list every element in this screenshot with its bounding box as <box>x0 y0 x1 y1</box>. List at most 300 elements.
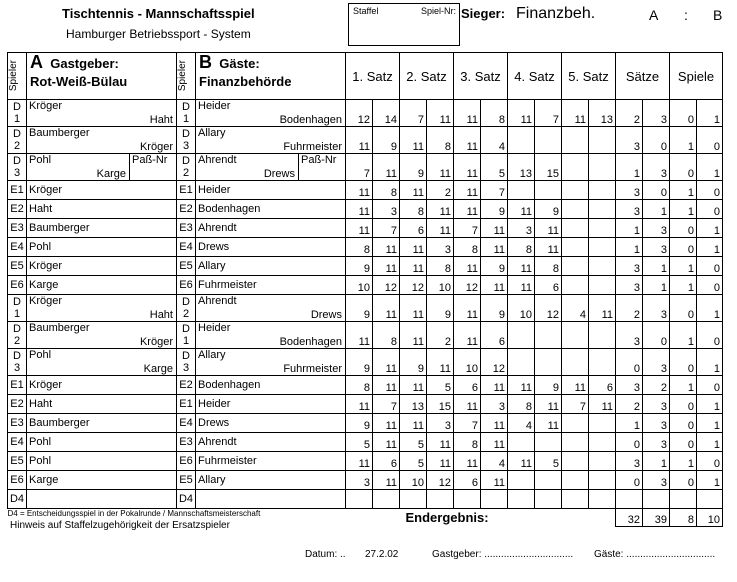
saetze-score: 3 <box>616 257 643 276</box>
set-score <box>535 349 562 376</box>
satz-5-header: 5. Satz <box>562 53 616 100</box>
home-position-code: D <box>13 155 21 167</box>
set-score <box>562 181 589 200</box>
home-spieler-header: Spieler <box>8 53 27 100</box>
set-score <box>508 181 535 200</box>
guest-position <box>177 219 196 238</box>
set-score: 11 <box>454 200 481 219</box>
match-row <box>8 257 723 276</box>
set-score: 11 <box>400 257 427 276</box>
home-position <box>8 257 27 276</box>
guest-position-code: E3 <box>179 222 193 234</box>
home-position-code: 3 <box>13 362 21 374</box>
set-score: 8 <box>373 322 400 349</box>
home-player-name: Pohl <box>29 436 52 448</box>
guest-player-cell <box>196 471 346 490</box>
home-player-name: Karge <box>29 279 59 291</box>
home-position <box>8 349 27 376</box>
home-player-name: Kröger <box>139 141 173 153</box>
home-position-code: 2 <box>13 140 21 152</box>
set-score: 6 <box>535 276 562 295</box>
saetze-score: 2 <box>616 395 643 414</box>
set-score <box>535 433 562 452</box>
set-score: 11 <box>373 349 400 376</box>
set-score: 11 <box>427 349 454 376</box>
set-score: 11 <box>400 181 427 200</box>
set-score: 9 <box>400 154 427 181</box>
satz-3-header: 3. Satz <box>454 53 508 100</box>
set-score <box>562 154 589 181</box>
set-score <box>562 238 589 257</box>
spiele-score: 0 <box>670 471 697 490</box>
set-score: 11 <box>373 471 400 490</box>
home-position <box>8 322 27 349</box>
home-player-name: Pohl <box>29 154 52 166</box>
set-score: 7 <box>373 395 400 414</box>
guest-position <box>177 295 196 322</box>
home-team-name: Rot-Weiß-Bülau <box>30 74 128 89</box>
guest-position <box>177 100 196 127</box>
guest-player-name: Fuhrmeister <box>283 141 342 153</box>
set-score: 11 <box>373 414 400 433</box>
set-score: 5 <box>535 452 562 471</box>
home-player-name: Kröger <box>29 379 63 391</box>
saetze-header: Sätze <box>616 53 670 100</box>
match-row <box>8 154 723 181</box>
home-position-code: E6 <box>10 279 24 291</box>
spiele-score: 1 <box>697 100 723 127</box>
set-score: 11 <box>481 471 508 490</box>
guest-position-code: E1 <box>179 398 193 410</box>
home-position-code: E4 <box>10 436 24 448</box>
set-score <box>454 490 481 509</box>
set-score: 11 <box>535 414 562 433</box>
home-player-cell <box>27 238 177 257</box>
home-position-code: 1 <box>13 308 21 320</box>
total-saetze-b: 39 <box>643 509 670 527</box>
saetze-score: 2 <box>616 100 643 127</box>
spiele-score: 1 <box>697 433 723 452</box>
set-score <box>562 490 589 509</box>
guest-player-cell <box>196 100 346 127</box>
guest-position-code: E2 <box>179 379 193 391</box>
set-score: 12 <box>373 276 400 295</box>
set-score: 11 <box>508 100 535 127</box>
set-score: 8 <box>400 200 427 219</box>
endergebnis-label: Endergebnis: <box>405 510 489 525</box>
guest-position-code: 1 <box>182 113 190 125</box>
set-score: 10 <box>346 276 373 295</box>
set-score: 11 <box>454 154 481 181</box>
spiele-score: 1 <box>697 238 723 257</box>
set-score: 5 <box>481 154 508 181</box>
datum-label: Datum: .. <box>305 549 346 560</box>
guest-player-cell <box>196 127 346 154</box>
home-position-code: D <box>13 296 21 308</box>
home-team-header <box>27 53 177 100</box>
match-row <box>8 127 723 154</box>
spiele-score: 0 <box>697 322 723 349</box>
set-score: 12 <box>481 349 508 376</box>
guest-position-code: D <box>182 101 190 113</box>
set-score: 11 <box>589 295 616 322</box>
guest-position <box>177 276 196 295</box>
guest-player-cell <box>196 452 346 471</box>
set-score: 14 <box>373 100 400 127</box>
guest-position-code: E2 <box>179 203 193 215</box>
set-score <box>589 219 616 238</box>
set-score: 7 <box>481 181 508 200</box>
set-score <box>562 452 589 471</box>
home-position-code: E5 <box>10 455 24 467</box>
spiele-score: 1 <box>697 295 723 322</box>
saetze-score: 3 <box>616 127 643 154</box>
guest-position-code: 2 <box>182 308 190 320</box>
match-row <box>8 295 723 322</box>
set-score <box>589 433 616 452</box>
saetze-score: 3 <box>643 154 670 181</box>
set-score: 11 <box>400 127 427 154</box>
set-score: 11 <box>346 452 373 471</box>
set-score: 3 <box>508 219 535 238</box>
spiele-score: 0 <box>697 376 723 395</box>
home-player-cell <box>27 295 177 322</box>
home-player-cell <box>27 219 177 238</box>
set-score <box>535 322 562 349</box>
guest-position-code: E4 <box>179 241 193 253</box>
set-score: 11 <box>346 127 373 154</box>
spiele-score: 1 <box>670 127 697 154</box>
set-score: 11 <box>373 295 400 322</box>
home-position <box>8 219 27 238</box>
guest-position-code: D <box>182 155 190 167</box>
set-score <box>373 490 400 509</box>
guest-player-cell <box>196 433 346 452</box>
guest-player-name: Allary <box>198 127 226 139</box>
set-score <box>481 490 508 509</box>
set-score: 8 <box>454 238 481 257</box>
guest-player-name: Drews <box>198 417 230 429</box>
guest-player-cell <box>196 376 346 395</box>
saetze-score: 3 <box>643 219 670 238</box>
guest-position-code: E6 <box>179 455 193 467</box>
saetze-score: 3 <box>616 181 643 200</box>
set-score <box>562 276 589 295</box>
sieger-label: Sieger: <box>461 6 506 21</box>
set-score: 9 <box>535 200 562 219</box>
guest-player-name: Ahrendt <box>198 222 237 234</box>
staffel-label: Staffel <box>353 6 379 16</box>
saetze-score: 3 <box>616 322 643 349</box>
spiele-score: 0 <box>697 257 723 276</box>
set-score <box>589 471 616 490</box>
saetze-score: 0 <box>643 181 670 200</box>
set-score: 9 <box>346 257 373 276</box>
saetze-score: 0 <box>616 433 643 452</box>
set-score: 8 <box>454 433 481 452</box>
saetze-score: 3 <box>643 349 670 376</box>
match-row <box>8 276 723 295</box>
spiele-score: 1 <box>697 349 723 376</box>
set-score <box>562 433 589 452</box>
set-score <box>535 127 562 154</box>
guest-player-cell <box>196 238 346 257</box>
set-score <box>562 257 589 276</box>
set-score: 8 <box>346 376 373 395</box>
set-score: 11 <box>346 395 373 414</box>
set-score: 3 <box>346 471 373 490</box>
set-score: 11 <box>454 322 481 349</box>
set-score <box>589 349 616 376</box>
set-score: 11 <box>427 200 454 219</box>
guest-player-name: Bodenhagen <box>198 203 261 215</box>
guest-position-code: D <box>182 296 190 308</box>
set-score: 7 <box>373 219 400 238</box>
set-score <box>589 200 616 219</box>
home-position <box>8 433 27 452</box>
saetze-score: 0 <box>643 322 670 349</box>
guest-position-code: 3 <box>182 140 190 152</box>
guest-player-cell <box>196 414 346 433</box>
guest-player-cell <box>196 395 346 414</box>
set-score <box>589 154 616 181</box>
set-score: 9 <box>535 376 562 395</box>
set-score: 11 <box>481 219 508 238</box>
staffel-box <box>348 3 460 46</box>
match-row <box>8 490 723 509</box>
spiele-score: 0 <box>697 200 723 219</box>
home-player-cell <box>27 154 130 181</box>
guest-position <box>177 181 196 200</box>
set-score: 4 <box>481 452 508 471</box>
saetze-score: 1 <box>643 257 670 276</box>
home-position-code: E1 <box>10 184 24 196</box>
home-player-name: Haht <box>29 398 53 410</box>
home-title: Gastgeber: <box>50 56 119 71</box>
guest-player-cell <box>196 276 346 295</box>
home-player-cell <box>27 490 177 509</box>
guest-player-cell <box>196 322 346 349</box>
set-score: 4 <box>508 414 535 433</box>
set-score: 10 <box>454 349 481 376</box>
set-score: 8 <box>508 395 535 414</box>
home-player-cell <box>27 100 177 127</box>
guest-letter: B <box>199 52 212 72</box>
set-score: 11 <box>508 257 535 276</box>
home-player-name: Baumberger <box>29 417 90 429</box>
set-score <box>535 181 562 200</box>
guest-position-code: E3 <box>179 436 193 448</box>
saetze-score: 3 <box>643 433 670 452</box>
gastgeber-signature-line: Gastgeber: ................................ <box>432 549 574 560</box>
set-score: 9 <box>481 257 508 276</box>
set-score <box>589 238 616 257</box>
guest-player-name: Fuhrmeister <box>198 279 257 291</box>
set-score: 9 <box>400 349 427 376</box>
guest-player-name: Bodenhagen <box>279 114 342 126</box>
set-score <box>562 471 589 490</box>
guest-position <box>177 200 196 219</box>
set-score <box>589 452 616 471</box>
guest-player-name: Heider <box>198 100 231 112</box>
saetze-score: 1 <box>643 452 670 471</box>
set-score <box>508 433 535 452</box>
home-position-code: D <box>13 128 21 140</box>
set-score: 11 <box>454 181 481 200</box>
guest-team-header <box>196 53 346 100</box>
set-score: 7 <box>535 100 562 127</box>
home-player-cell <box>27 349 177 376</box>
spiele-score: 0 <box>670 154 697 181</box>
set-score <box>589 490 616 509</box>
satz-1-header: 1. Satz <box>346 53 400 100</box>
set-score: 11 <box>373 154 400 181</box>
guest-player-cell <box>196 295 346 322</box>
total-saetze-a: 32 <box>616 509 643 527</box>
guest-player-cell <box>196 200 346 219</box>
set-score: 11 <box>481 414 508 433</box>
saetze-score: 3 <box>616 200 643 219</box>
match-row <box>8 414 723 433</box>
set-score: 6 <box>373 452 400 471</box>
saetze-score: 1 <box>616 154 643 181</box>
satz-4-header: 4. Satz <box>508 53 562 100</box>
spiele-score: 0 <box>697 127 723 154</box>
set-score: 9 <box>481 200 508 219</box>
set-score: 8 <box>346 238 373 257</box>
spiele-score: 0 <box>670 238 697 257</box>
guest-player-cell <box>196 219 346 238</box>
set-score <box>589 257 616 276</box>
spiele-score: 1 <box>670 376 697 395</box>
home-position-code: E3 <box>10 222 24 234</box>
home-position-code: D <box>13 350 21 362</box>
set-score <box>346 490 373 509</box>
set-score <box>508 471 535 490</box>
saetze-score: 3 <box>616 452 643 471</box>
guest-position <box>177 322 196 349</box>
guest-player-cell <box>196 181 346 200</box>
set-score: 6 <box>454 471 481 490</box>
match-row <box>8 200 723 219</box>
home-player-name: Kröger <box>29 100 63 112</box>
saetze-score: 3 <box>643 395 670 414</box>
home-position <box>8 395 27 414</box>
home-position-code: 3 <box>13 167 21 179</box>
form-title: Tischtennis - Mannschaftsspiel <box>62 6 255 21</box>
set-score <box>589 127 616 154</box>
set-score: 12 <box>454 276 481 295</box>
set-score: 12 <box>427 471 454 490</box>
guest-position <box>177 433 196 452</box>
saetze-score: 3 <box>643 414 670 433</box>
set-score: 8 <box>427 127 454 154</box>
home-letter: A <box>30 52 43 72</box>
home-position <box>8 181 27 200</box>
guest-position <box>177 238 196 257</box>
home-player-name: Kröger <box>29 260 63 272</box>
set-score: 11 <box>562 100 589 127</box>
set-score: 9 <box>373 127 400 154</box>
set-score: 8 <box>373 181 400 200</box>
guest-position-code: D <box>182 323 190 335</box>
set-score: 11 <box>400 322 427 349</box>
guest-position-code: D4 <box>178 493 194 505</box>
set-score: 8 <box>481 100 508 127</box>
guest-position <box>177 471 196 490</box>
saetze-score: 2 <box>643 376 670 395</box>
home-position-code: D <box>13 101 21 113</box>
home-player-name: Baumberger <box>29 127 90 139</box>
set-score: 11 <box>508 276 535 295</box>
set-score: 8 <box>427 257 454 276</box>
set-score <box>562 414 589 433</box>
set-score: 11 <box>373 376 400 395</box>
guest-position-code: D <box>182 128 190 140</box>
saetze-score: 1 <box>643 200 670 219</box>
home-player-cell <box>27 471 177 490</box>
set-score: 13 <box>508 154 535 181</box>
home-position <box>8 276 27 295</box>
home-position-code: E1 <box>10 379 24 391</box>
match-row <box>8 395 723 414</box>
set-score: 11 <box>454 257 481 276</box>
guest-player-cell <box>196 349 346 376</box>
spiele-score: 1 <box>697 154 723 181</box>
spiele-score: 1 <box>670 200 697 219</box>
spiele-score: 0 <box>670 295 697 322</box>
set-score <box>508 127 535 154</box>
saetze-score: 1 <box>616 238 643 257</box>
match-row <box>8 433 723 452</box>
saetze-score: 1 <box>643 276 670 295</box>
guest-position-code: E5 <box>179 474 193 486</box>
set-score: 8 <box>535 257 562 276</box>
guest-player-name: Heider <box>198 322 231 334</box>
set-score <box>535 471 562 490</box>
set-score: 11 <box>427 154 454 181</box>
home-position-code: E4 <box>10 241 24 253</box>
score-a-label: A <box>649 7 659 23</box>
home-player-cell <box>27 322 177 349</box>
set-score: 2 <box>427 181 454 200</box>
set-score: 11 <box>535 219 562 238</box>
match-row <box>8 376 723 395</box>
match-row <box>8 238 723 257</box>
set-score: 11 <box>454 100 481 127</box>
spiele-score: 1 <box>670 276 697 295</box>
set-score: 11 <box>481 433 508 452</box>
guest-player-name: Bodenhagen <box>198 379 261 391</box>
saetze-score: 0 <box>643 127 670 154</box>
set-score: 15 <box>427 395 454 414</box>
set-score: 9 <box>481 295 508 322</box>
home-pass-nr-label: Paß-Nr <box>130 154 177 181</box>
guest-player-name: Allary <box>198 260 226 272</box>
set-score: 11 <box>562 376 589 395</box>
home-player-cell <box>27 276 177 295</box>
guest-position <box>177 414 196 433</box>
home-player-name: Kröger <box>139 336 173 348</box>
set-score: 11 <box>400 414 427 433</box>
guest-player-name: Bodenhagen <box>279 336 342 348</box>
guest-position-code: E1 <box>179 184 193 196</box>
hinweis-text: Hinweis auf Staffelzugehörigkeit der Ersatzspieler <box>10 520 230 531</box>
set-score: 7 <box>454 219 481 238</box>
set-score: 13 <box>589 100 616 127</box>
set-score <box>562 219 589 238</box>
guest-player-name: Drews <box>263 168 295 180</box>
